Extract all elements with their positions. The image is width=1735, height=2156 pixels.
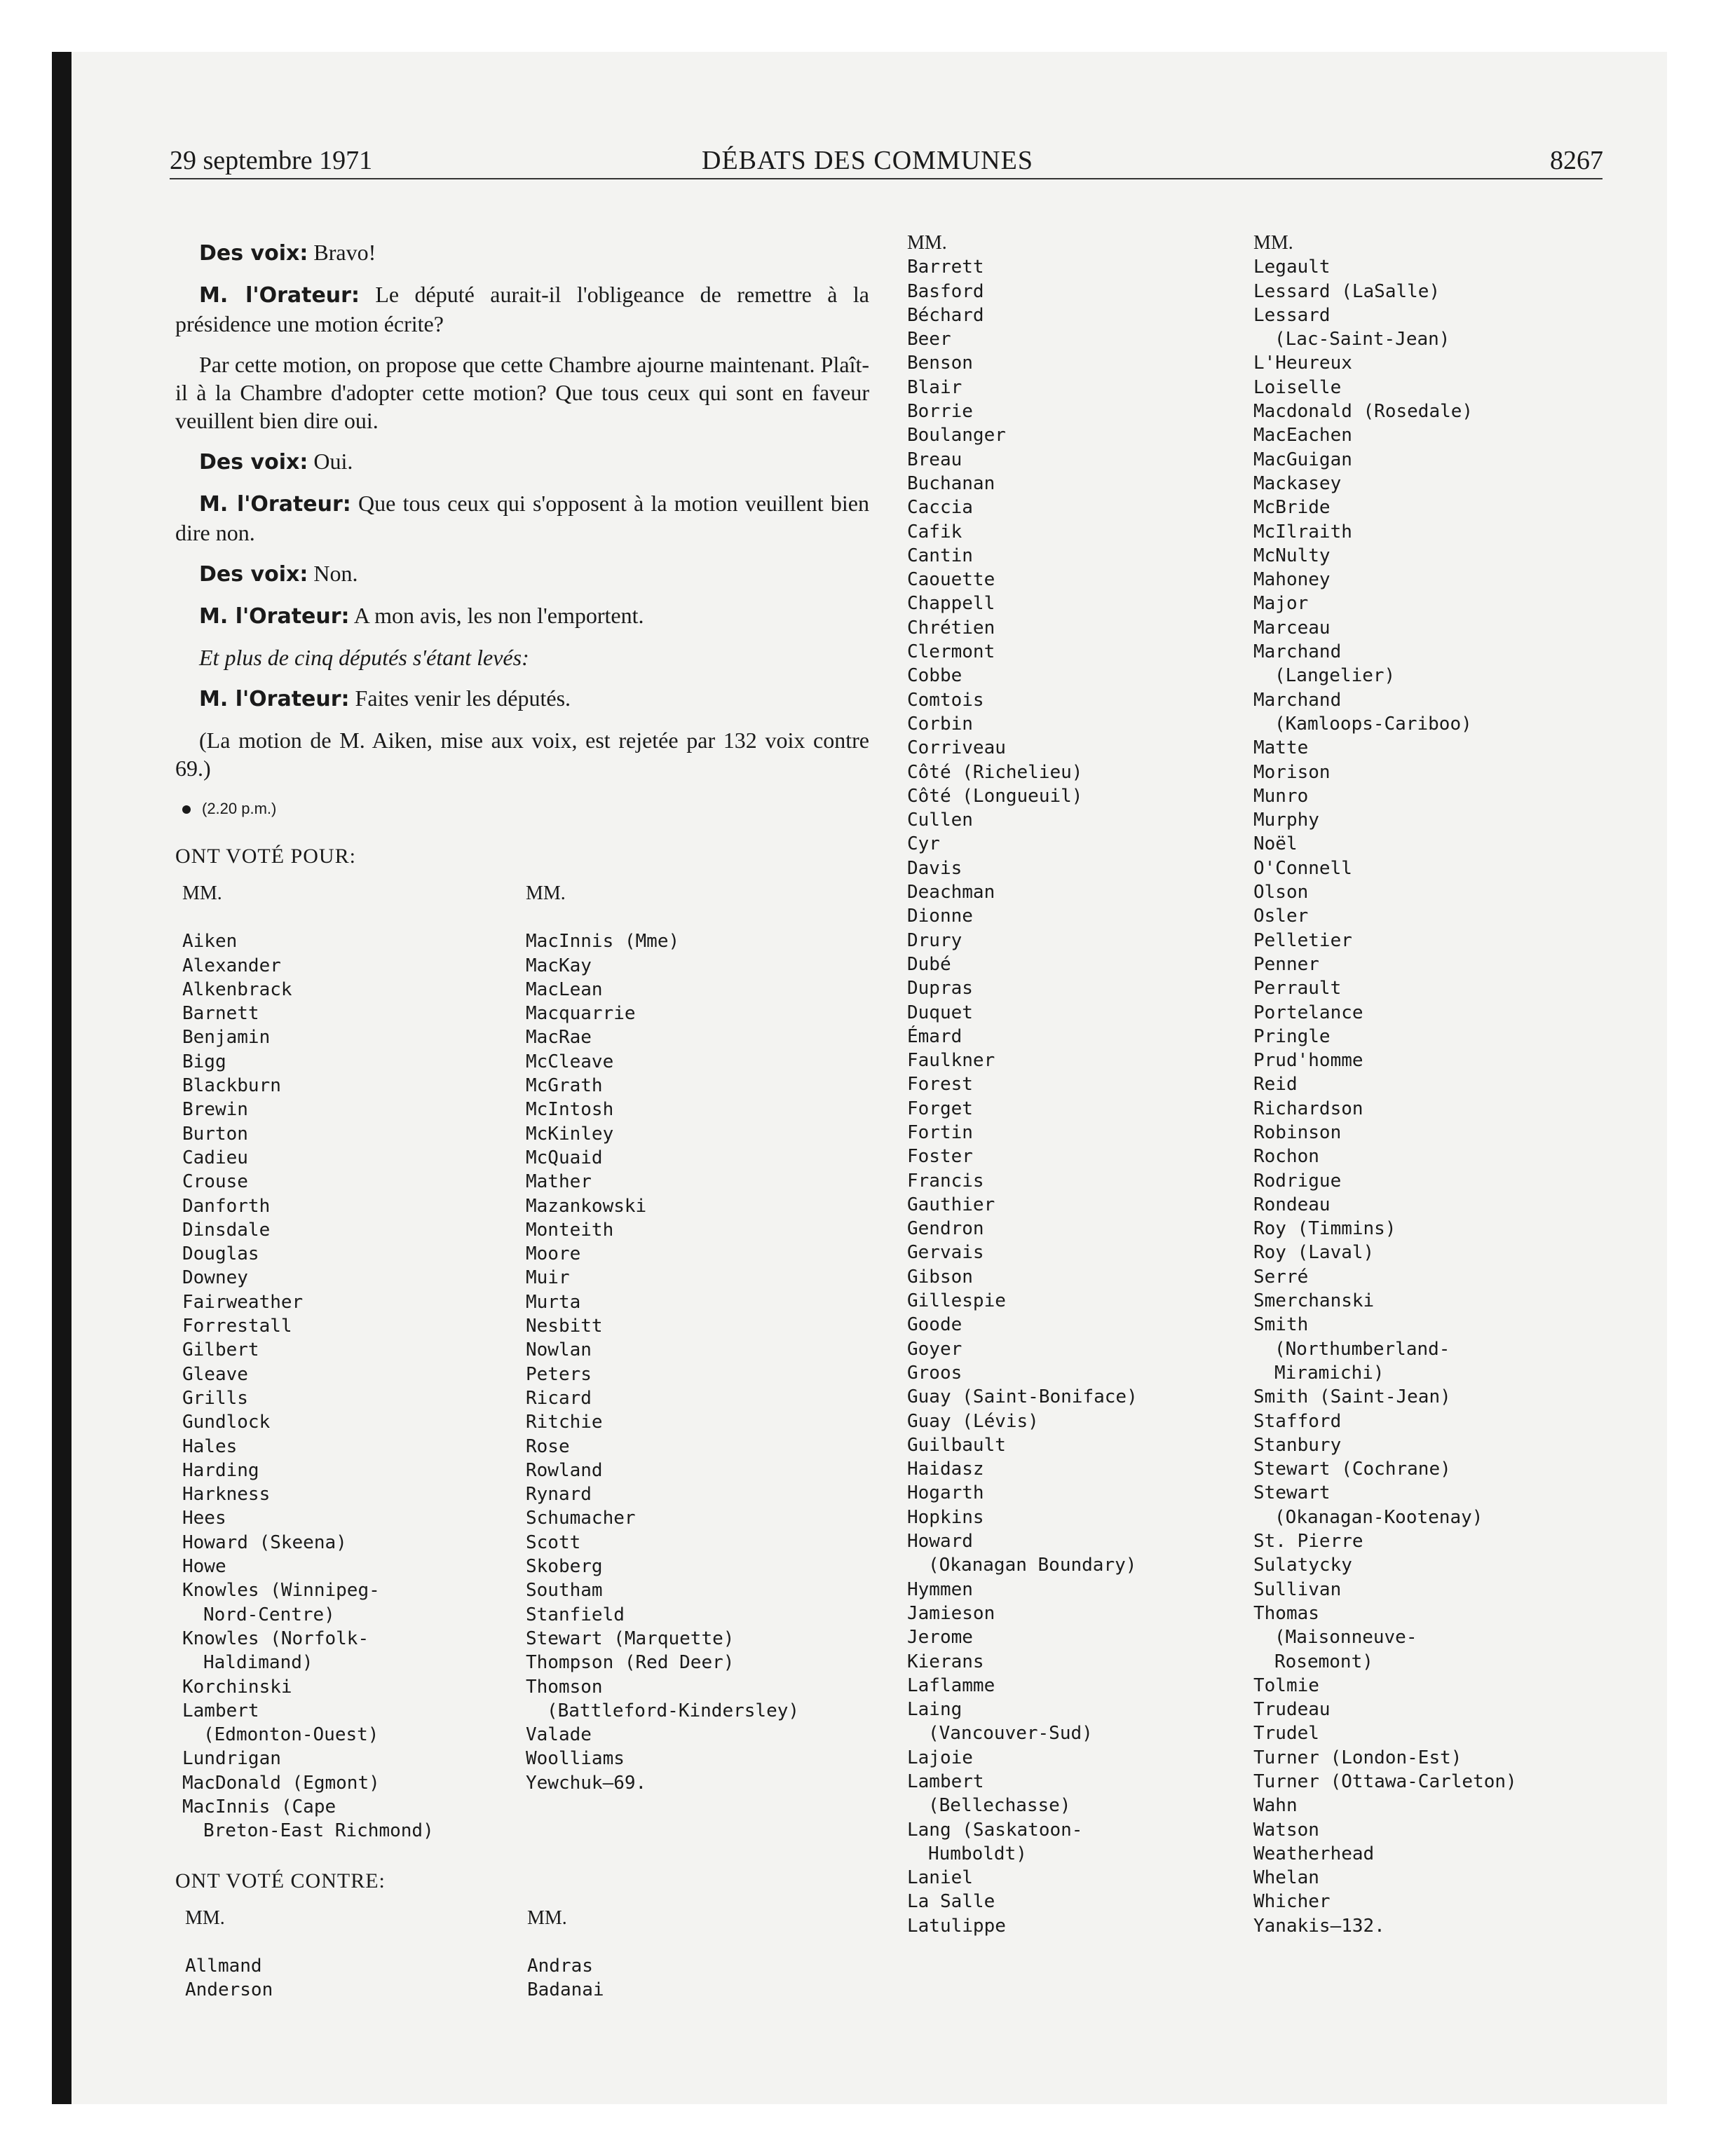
member-name: Hymmen [907, 1578, 973, 1600]
binding-edge [52, 52, 72, 2104]
speaker: Des voix: [199, 450, 308, 475]
member-name: Gendron [907, 1218, 984, 1240]
member-name: Laflamme [907, 1674, 995, 1696]
member-name: Brewin [182, 1099, 248, 1121]
header-title: DÉBATS DES COMMUNES [702, 146, 1033, 175]
mm-label: MM. [182, 882, 222, 904]
member-name: Guay (Saint-Boniface) [907, 1386, 1138, 1408]
speech: Le député aurait-il l'obligeance de remettre à la présidence une motion écrite? [175, 282, 870, 336]
member-name: St. Pierre [1253, 1531, 1363, 1553]
member-name: Morison [1253, 761, 1331, 783]
member-name: Forrestall [182, 1316, 292, 1337]
member-name: Macquarrie [526, 1003, 636, 1025]
vote-for-column-b [526, 882, 869, 1843]
time-mark [182, 795, 869, 823]
member-name: Lambert [907, 1771, 984, 1792]
member-name: Knowles (Norfolk- [182, 1628, 369, 1649]
member-name: McIlraith [1253, 521, 1352, 543]
member-name: Lessard [1253, 304, 1331, 326]
member-name: McGrath [526, 1075, 603, 1097]
member-name: Howard [907, 1531, 973, 1553]
member-name: (Lac-Saint-Jean) [1274, 329, 1450, 350]
member-name: Francis [907, 1170, 984, 1192]
speech: Non. [308, 561, 358, 586]
member-name: Andras [527, 1955, 593, 1977]
member-name: Fairweather [182, 1291, 304, 1313]
member-name: Marchand [1253, 641, 1342, 663]
member-name: MacEachen [1253, 425, 1352, 446]
member-name: Mather [526, 1171, 592, 1193]
vote-against-list [175, 1906, 869, 2003]
member-name: (Bellechasse) [928, 1795, 1071, 1817]
paragraph [175, 601, 869, 631]
member-name: Groos [907, 1362, 962, 1384]
member-name: MacInnis (Cape [182, 1796, 336, 1817]
member-name: Trudel [1253, 1723, 1319, 1745]
member-name: Lundrigan [182, 1748, 281, 1770]
member-name: Duquet [907, 1002, 973, 1023]
member-name: Benjamin [182, 1027, 271, 1049]
member-name: Haidasz [907, 1459, 984, 1480]
member-name: O'Connell [1253, 857, 1352, 879]
member-name: Cobbe [907, 665, 962, 687]
member-name: Gervais [907, 1242, 984, 1264]
member-name: Chappell [907, 593, 995, 615]
member-name: Rochon [1253, 1146, 1319, 1168]
member-name: McBride [1253, 497, 1331, 519]
member-name: Wahn [1253, 1795, 1298, 1817]
paragraph [175, 280, 869, 338]
member-name: Béchard [907, 304, 984, 326]
member-name: Beer [907, 329, 951, 350]
member-name: Stanfield [526, 1604, 625, 1625]
member-name: Gauthier [907, 1194, 995, 1215]
member-name: McNulty [1253, 545, 1331, 566]
member-name: (Maisonneuve- [1274, 1627, 1417, 1649]
member-name: Stewart (Cochrane) [1253, 1459, 1451, 1480]
member-name: MacInnis (Mme) [526, 931, 680, 953]
member-name: Turner (London-Est) [1253, 1747, 1462, 1768]
member-name: Bigg [182, 1051, 226, 1072]
member-name: Cullen [907, 810, 973, 831]
member-name: Reid [1253, 1074, 1298, 1096]
member-name: Stewart (Marquette) [526, 1628, 735, 1649]
member-name: Grills [182, 1387, 248, 1409]
member-name: Émard [907, 1025, 962, 1047]
member-name: Skoberg [526, 1556, 603, 1578]
member-name: Harding [182, 1459, 259, 1481]
member-name: Dubé [907, 953, 951, 975]
member-name: Gillespie [907, 1290, 1006, 1312]
member-name: Penner [1253, 953, 1319, 975]
left-column [175, 238, 869, 2002]
member-name: Badanai [527, 1979, 604, 2001]
member-name: Munro [1253, 785, 1309, 807]
member-name: Caccia [907, 497, 973, 519]
member-name: McKinley [526, 1123, 614, 1145]
member-name: Muir [526, 1267, 570, 1289]
member-name: Rynard [526, 1484, 592, 1506]
member-name: Benson [907, 353, 973, 374]
paragraph [175, 238, 869, 268]
speaker: M. l'Orateur: [199, 283, 360, 308]
member-name: Rose [526, 1435, 570, 1457]
member-name: Rondeau [1253, 1194, 1331, 1215]
member-name: Dionne [907, 906, 973, 927]
vote-against-column-b [527, 1906, 869, 2003]
member-name: Smith (Saint-Jean) [1253, 1386, 1451, 1408]
paragraph [175, 447, 869, 477]
member-name: MacRae [526, 1027, 592, 1049]
member-name: (Okanagan-Kootenay) [1274, 1506, 1483, 1528]
member-name: Clermont [907, 641, 995, 663]
member-name: Basford [907, 280, 984, 302]
member-name: Nesbitt [526, 1316, 603, 1337]
member-name: Cyr [907, 833, 940, 855]
member-name: Goyer [907, 1338, 962, 1360]
member-name: Jamieson [907, 1602, 995, 1624]
speech: A mon avis, les non l'emportent. [349, 603, 644, 628]
member-name: Cadieu [182, 1147, 248, 1168]
member-name: Knowles (Winnipeg- [182, 1580, 380, 1602]
member-name: Breau [907, 449, 962, 470]
member-name: Lang (Saskatoon- [907, 1819, 1083, 1841]
mm-label: MM. [526, 882, 566, 904]
member-name: Woolliams [526, 1748, 625, 1770]
member-name: Harkness [182, 1484, 271, 1506]
member-name: Hees [182, 1508, 226, 1529]
member-name: Latulippe [907, 1915, 1006, 1937]
vote-against-heading: ONT VOTÉ CONTRE: [175, 1869, 386, 1892]
member-name: Davis [907, 857, 962, 879]
speaker: M. l'Orateur: [199, 604, 350, 629]
member-name: MacGuigan [1253, 449, 1352, 470]
time-mark-text: (2.20 p.m.) [202, 800, 277, 817]
member-name: Buchanan [907, 472, 995, 494]
paragraph [175, 489, 869, 547]
member-name: Barrett [907, 257, 984, 278]
member-name: (Northumberland- [1274, 1338, 1450, 1360]
member-name: Legault [1253, 257, 1331, 278]
member-name: Portelance [1253, 1002, 1363, 1023]
member-name: Valade [526, 1724, 592, 1746]
member-name: Fortin [907, 1121, 973, 1143]
member-name: Major [1253, 593, 1309, 615]
member-name: Olson [1253, 882, 1309, 903]
header-rule [170, 178, 1603, 179]
member-name: Jerome [907, 1627, 973, 1649]
paragraph [175, 684, 869, 714]
member-name: Whelan [1253, 1867, 1319, 1889]
speaker: Des voix: [199, 241, 308, 266]
member-name: Weatherhead [1253, 1843, 1375, 1864]
member-name: Aiken [182, 931, 238, 953]
paragraph: Par cette motion, on propose que cette Chambre ajourne maintenant. Plaît-il à la Chambre d'adopter cette motion? Que tous ceux qui sont en faveur veuillent bien dire oui. [175, 352, 869, 433]
member-name: Murta [526, 1291, 581, 1313]
member-name: Boulanger [907, 425, 1006, 446]
member-name: Trudeau [1253, 1699, 1331, 1721]
member-name: Marceau [1253, 617, 1331, 639]
member-name: Côté (Richelieu) [907, 761, 1083, 783]
member-name: Smerchanski [1253, 1290, 1375, 1312]
member-name: McIntosh [526, 1099, 614, 1121]
vote-against-column-a [185, 1906, 527, 2003]
member-name: Monteith [526, 1219, 614, 1241]
member-name: Yewchuk—69. [526, 1772, 647, 1794]
member-name: La Salle [907, 1891, 995, 1913]
member-name: Kierans [907, 1651, 984, 1672]
member-name: Nord-Centre) [203, 1604, 335, 1625]
member-name: Laing [907, 1699, 962, 1721]
speaker: M. l'Orateur: [199, 492, 351, 517]
member-name: Comtois [907, 689, 984, 711]
member-name: Gibson [907, 1266, 973, 1288]
speaker: Des voix: [199, 562, 308, 587]
vote-for-column-a [182, 882, 526, 1843]
member-name: Macdonald (Rosedale) [1253, 401, 1474, 423]
member-name: Moore [526, 1243, 581, 1265]
member-name: Hopkins [907, 1506, 984, 1528]
member-name: Pelletier [1253, 929, 1352, 951]
member-name: Foster [907, 1146, 973, 1168]
member-name: Côté (Longueuil) [907, 785, 1083, 807]
member-name: Deachman [907, 882, 995, 903]
vote-against-column-d [1253, 231, 1618, 1938]
member-name: Humboldt) [928, 1843, 1027, 1864]
member-name: Lessard (LaSalle) [1253, 280, 1441, 302]
member-name: Forget [907, 1098, 973, 1119]
member-name: Hogarth [907, 1482, 984, 1504]
member-name: Howard (Skeena) [182, 1531, 347, 1553]
member-name: Corbin [907, 713, 973, 735]
member-name: Drury [907, 929, 962, 951]
member-name: Nowlan [526, 1339, 592, 1361]
member-name: Ricard [526, 1387, 592, 1409]
member-name: Downey [182, 1267, 248, 1289]
member-name: Stanbury [1253, 1434, 1342, 1456]
member-name: Rosemont) [1274, 1651, 1373, 1672]
member-name: Burton [182, 1123, 248, 1145]
member-name: (Langelier) [1274, 665, 1396, 687]
member-name: Ritchie [526, 1412, 603, 1433]
member-name: Laniel [907, 1867, 973, 1889]
member-name: (Edmonton-Ouest) [203, 1724, 379, 1746]
member-name: Osler [1253, 906, 1309, 927]
member-name: Robinson [1253, 1121, 1342, 1143]
vote-for-heading: ONT VOTÉ POUR: [175, 845, 356, 868]
member-name: Mahoney [1253, 569, 1331, 591]
member-name: Richardson [1253, 1098, 1363, 1119]
member-name: Rowland [526, 1459, 603, 1481]
member-name: Chrétien [907, 617, 995, 639]
member-name: Gundlock [182, 1412, 271, 1433]
member-name: Smith [1253, 1314, 1309, 1336]
member-name: Douglas [182, 1243, 259, 1265]
member-name: Hales [182, 1435, 238, 1457]
member-name: Thompson (Red Deer) [526, 1652, 735, 1674]
member-name: Thomson [526, 1676, 603, 1698]
vote-against-column-c [907, 231, 1272, 1938]
mm-label: MM. [185, 1906, 225, 1929]
member-name: MacDonald (Egmont) [182, 1772, 380, 1794]
member-name: Mackasey [1253, 472, 1342, 494]
member-name: Tolmie [1253, 1674, 1319, 1696]
member-name: (Kamloops-Cariboo) [1274, 713, 1472, 735]
member-name: Noël [1253, 833, 1298, 855]
member-name: Pringle [1253, 1025, 1331, 1047]
member-name: Crouse [182, 1171, 248, 1193]
member-name: Borrie [907, 401, 973, 423]
member-name: Thomas [1253, 1602, 1319, 1624]
member-name: Schumacher [526, 1508, 636, 1529]
member-name: Danforth [182, 1195, 271, 1217]
member-name: Sullivan [1253, 1578, 1342, 1600]
member-name: Peters [526, 1363, 592, 1385]
bullet-icon [182, 805, 191, 814]
member-name: Howe [182, 1556, 226, 1578]
member-name: Matte [1253, 737, 1309, 759]
paragraph: (La motion de M. Aiken, mise aux voix, est rejetée par 132 voix contre 69.) [175, 728, 869, 781]
member-name: Forest [907, 1074, 973, 1096]
member-name: Whicher [1253, 1891, 1331, 1913]
member-name: Korchinski [182, 1676, 292, 1698]
member-name: Roy (Laval) [1253, 1242, 1375, 1264]
speech: Faites venir les députés. [349, 685, 571, 711]
member-name: Alkenbrack [182, 978, 292, 1000]
page-number: 8267 [1550, 146, 1603, 175]
member-name: Cantin [907, 545, 973, 566]
member-name: (Battleford-Kindersley) [547, 1700, 800, 1721]
speech: Oui. [308, 449, 353, 474]
member-name: Yanakis—132. [1253, 1915, 1385, 1937]
member-name: Allmand [185, 1955, 262, 1977]
member-name: Stewart [1253, 1482, 1331, 1504]
mm-label: MM. [1253, 232, 1293, 254]
member-name: (Vancouver-Sud) [928, 1723, 1093, 1745]
member-name: Turner (Ottawa-Carleton) [1253, 1771, 1517, 1792]
member-name: McQuaid [526, 1147, 603, 1168]
paragraph [175, 559, 869, 589]
member-name: Faulkner [907, 1050, 995, 1072]
member-name: MacKay [526, 955, 592, 976]
member-name: Rodrigue [1253, 1170, 1342, 1192]
member-name: McCleave [526, 1051, 614, 1072]
member-name: Scott [526, 1531, 581, 1553]
member-name: Southam [526, 1580, 603, 1602]
member-name: Prud'homme [1253, 1050, 1363, 1072]
member-name: Anderson [185, 1979, 273, 2001]
member-name: Mazankowski [526, 1195, 647, 1217]
member-name: Miramichi) [1274, 1362, 1384, 1384]
member-name: Alexander [182, 955, 281, 976]
member-name: Haldimand) [203, 1652, 313, 1674]
member-name: Goode [907, 1314, 962, 1336]
member-name: Corriveau [907, 737, 1006, 759]
member-name: Dupras [907, 978, 973, 999]
header-date: 29 septembre 1971 [170, 146, 373, 175]
member-name: Gleave [182, 1363, 248, 1385]
speech: Bravo! [308, 240, 376, 265]
member-name: Guilbault [907, 1434, 1006, 1456]
member-name: Serré [1253, 1266, 1309, 1288]
member-name: L'Heureux [1253, 353, 1352, 374]
member-name: Roy (Timmins) [1253, 1218, 1396, 1240]
member-name: Dinsdale [182, 1219, 271, 1241]
member-name: Marchand [1253, 689, 1342, 711]
member-name: Sulatycky [1253, 1555, 1352, 1576]
member-name: Loiselle [1253, 376, 1342, 398]
member-name: Caouette [907, 569, 995, 591]
member-name: Barnett [182, 1003, 259, 1025]
speaker: M. l'Orateur: [199, 687, 350, 711]
mm-label: MM. [907, 232, 947, 254]
member-name: Murphy [1253, 810, 1319, 831]
member-name: Stafford [1253, 1410, 1342, 1432]
speech: Que tous ceux qui s'opposent à la motion veuillent bien dire non. [175, 491, 870, 545]
member-name: Gilbert [182, 1339, 259, 1361]
member-name: Guay (Lévis) [907, 1410, 1039, 1432]
mm-label: MM. [527, 1906, 567, 1929]
member-name: Blackburn [182, 1075, 281, 1097]
member-name: Breton-East Richmond) [203, 1820, 434, 1842]
member-name: Perrault [1253, 978, 1342, 999]
member-name: Lambert [182, 1700, 259, 1721]
vote-for-list [175, 882, 869, 1843]
member-name: Cafik [907, 521, 962, 543]
member-name: Blair [907, 376, 962, 398]
member-name: Watson [1253, 1819, 1319, 1841]
member-name: Lajoie [907, 1747, 973, 1768]
member-name: MacLean [526, 978, 603, 1000]
member-name: (Okanagan Boundary) [928, 1555, 1137, 1576]
paragraph-italic: Et plus de cinq députés s'étant levés: [199, 645, 529, 670]
